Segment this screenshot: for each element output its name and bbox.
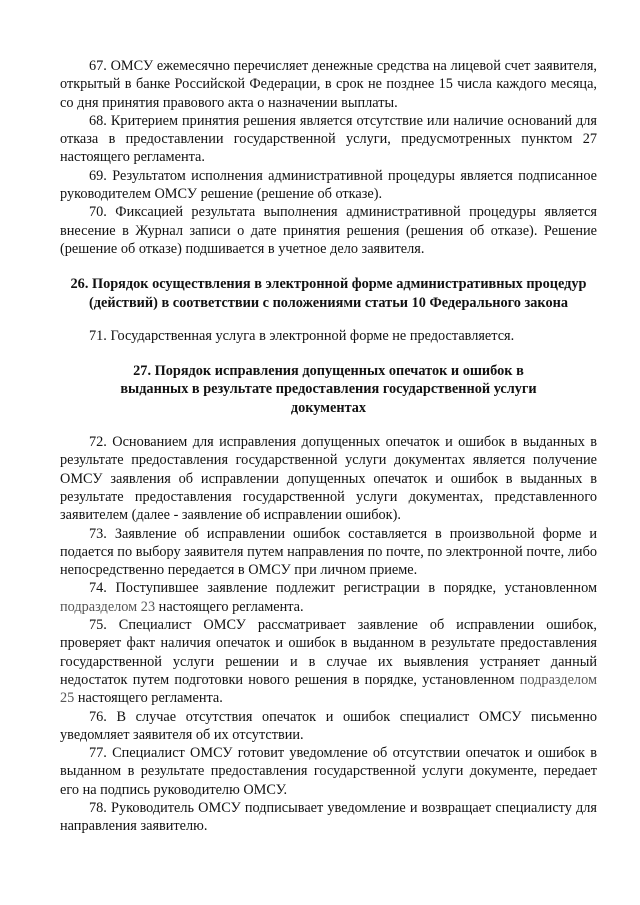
- section-26-heading: 26. Порядок осуществления в электронной форме административных процедур (действий) в соответствии с положениями статьи 10 Федерального закона: [70, 276, 587, 311]
- document-page: [60, 57, 597, 836]
- paragraph-71: 71. Государственная услуга в электронной форме не предоставляется.: [89, 327, 515, 344]
- paragraph-68: 68. Критерием принятия решения является отсутствие или наличие оснований для отказа в предоставлении государственной услуги, предусмотренных пунктом 27 настоящего регламента.: [60, 112, 597, 166]
- paragraph-74-text-start: 74. Поступившее заявление подлежит регистрации в порядке, установленном: [89, 580, 597, 597]
- paragraph-74-text-end: настоящего регламента.: [155, 598, 304, 615]
- section-27-heading: 27. Порядок исправления допущенных опечаток и ошибок в выданных в результате предоставления государственной услуги документах: [120, 363, 537, 416]
- paragraph-77: 77. Специалист ОМСУ готовит уведомление об отсутствии опечаток и ошибок в выданном в результате предоставления государственной услуги документе, передает его на подпись руководителю ОМСУ.: [60, 745, 597, 798]
- paragraph-78: 78. Руководитель ОМСУ подписывает уведомление и возвращает специалисту для направления заявителю.: [60, 799, 597, 835]
- paragraph-75-text-end: настоящего регламента.: [74, 690, 223, 707]
- paragraph-76: 76. В случае отсутствия опечаток и ошибок специалист ОМСУ письменно уведомляет заявителя об их отсутствии.: [60, 708, 597, 743]
- paragraph-75: [60, 616, 597, 707]
- paragraph-72: 72. Основанием для исправления допущенных опечаток и ошибок в выданных в результате предоставления государственной услуги документах является получение ОМСУ заявления об исправлении допущенных опечаток и ошибок в выданных в результате предоставления государственной услуги документах, представленного заявителем (далее - заявление об исправлении ошибок).: [60, 434, 597, 524]
- paragraph-74: [60, 579, 597, 616]
- subsection-25-link[interactable]: подразделом 25: [60, 671, 597, 707]
- paragraph-67: 67. ОМСУ ежемесячно перечисляет денежные средства на лицевой счет заявителя, открытый в банке Российской Федерации, в срок не позднее 15 числа каждого месяца, со дня принятия правового акта о назначении выплаты.: [60, 58, 597, 111]
- paragraph-70: 70. Фиксацией результата выполнения административной процедуры является внесение в Журнал записи о дате принятия решения (решения об отказе). Решение (решение об отказе) подшивается в учетное дело заявителя.: [60, 204, 597, 257]
- subsection-23-link[interactable]: подразделом 23: [60, 598, 156, 615]
- paragraph-69: 69. Результатом исполнения административной процедуры является подписанное руководителем ОМСУ решение (решение об отказе).: [60, 167, 597, 203]
- paragraph-73: 73. Заявление об исправлении ошибок составляется в произвольной форме и подается по выбору заявителя путем направления по почте, по электронной почте, либо непосредственно передается в ОМСУ при личном приеме.: [60, 525, 597, 579]
- paragraph-75-text-start: 75. Специалист ОМСУ рассматривает заявление об исправлении ошибок, проверяет факт наличия опечаток и ошибок в выданном в результате предоставления государственной услуги решении и в случае их выявления устраняет данный недостаток путем подготовки нового решения в порядке, установленном: [60, 617, 597, 688]
